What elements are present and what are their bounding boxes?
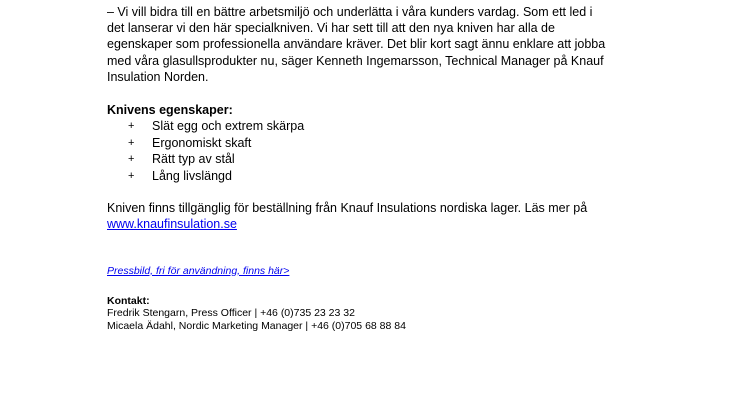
list-item xyxy=(107,118,667,135)
plus-bullet-icon: + xyxy=(128,153,135,166)
plus-bullet-icon: + xyxy=(128,136,135,149)
features-heading: Knivens egenskaper: xyxy=(107,103,233,118)
availability-text: Kniven finns tillgänglig för beställning från Knauf Insulations nordiska lager. Läs mer på xyxy=(107,201,588,216)
availability-paragraph xyxy=(107,200,667,232)
feature-text: Ergonomiskt skaft xyxy=(152,135,252,150)
press-image-link[interactable]: Pressbild, fri för användning, finns här> xyxy=(107,264,290,277)
feature-text: Rätt typ av stål xyxy=(152,152,235,167)
plus-bullet-icon: + xyxy=(128,120,135,133)
quote-line: – Vi vill bidra till en bättre arbetsmiljö och underlätta i våra kunders vardag. Som ett led i xyxy=(107,5,593,19)
list-item xyxy=(107,151,667,168)
website-link[interactable]: www.knaufinsulation.se xyxy=(107,217,237,232)
feature-text: Slät egg och extrem skärpa xyxy=(152,119,305,134)
plus-bullet-icon: + xyxy=(128,169,135,182)
quote-line: egenskaper som professionella användare kräver. Det blir kort sagt ännu enklare att jobba xyxy=(107,37,606,52)
features-list xyxy=(107,118,667,184)
contact-person: Fredrik Stengarn, Press Officer | +46 (0)735 23 23 32 xyxy=(107,307,355,320)
quote-line: med våra glasullsprodukter nu, säger Kenneth Ingemarsson, Technical Manager på Knauf xyxy=(107,53,604,68)
contact-label: Kontakt: xyxy=(107,294,150,307)
list-item xyxy=(107,168,667,185)
document-body xyxy=(107,4,667,332)
feature-text: Lång livslängd xyxy=(152,168,232,183)
quote-line: Insulation Norden. xyxy=(107,69,209,84)
contact-block xyxy=(107,295,667,333)
quote-paragraph xyxy=(107,4,667,85)
list-item xyxy=(107,135,667,152)
quote-line: det lanserar vi den här specialkniven. Vi har sett till att den nya kniven har alla de xyxy=(107,21,555,36)
contact-person: Micaela Ädahl, Nordic Marketing Manager | +46 (0)705 68 88 84 xyxy=(107,319,406,332)
